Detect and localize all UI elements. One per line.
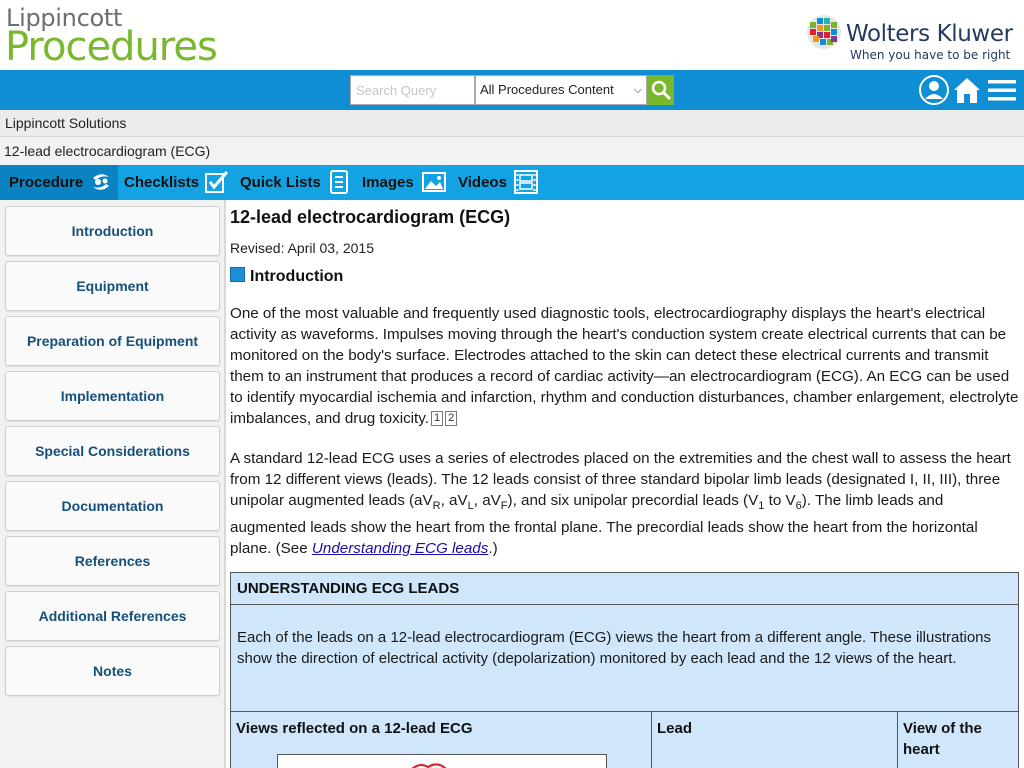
sidebar-item-implementation[interactable]: Implementation [5, 371, 220, 421]
menu-icon[interactable] [986, 74, 1018, 106]
wolters-kluwer-name: Wolters Kluwer [846, 21, 1013, 47]
app-header [0, 0, 1024, 70]
para2-text-b: , aV [440, 492, 468, 509]
sidebar-item-special-considerations[interactable]: Special Considerations [5, 426, 220, 476]
understanding-ecg-leads-table [230, 572, 1019, 768]
subscript-6: 6 [795, 500, 802, 513]
ecg-col-views [231, 712, 652, 768]
section-heading-text: Introduction [250, 268, 344, 285]
sidebar-item-additional-references[interactable]: Additional References [5, 591, 220, 641]
procedure-content [230, 200, 1020, 768]
tab-procedure-label: Procedure [9, 174, 84, 191]
procedure-icon [88, 169, 114, 195]
para2-text-c: , aV [473, 492, 501, 509]
content-tabs [0, 165, 1024, 200]
subscript-l: L [467, 500, 474, 513]
heart-illustration-icon [278, 755, 608, 768]
ecg-col-lead-label: Lead [657, 720, 693, 737]
search-scope-value: All Procedures Content [480, 82, 614, 97]
search-scope-select[interactable] [475, 75, 647, 105]
section-sidebar [0, 200, 226, 768]
tab-quick-lists-label: Quick Lists [240, 174, 321, 191]
tab-images-label: Images [362, 174, 414, 191]
para2-text-e: to V [764, 492, 796, 509]
tab-images[interactable] [362, 165, 414, 200]
ecg-views-illustration [277, 754, 607, 768]
sidebar-item-introduction[interactable]: Introduction [5, 206, 220, 256]
ecg-table-description: Each of the leads on a 12-lead electrocardiogram (ECG) views the heart from a different angle. These illustrations show the direction of electrical activity (depolarization) monitored by each lead and the 12 views of the heart. [237, 629, 992, 667]
wolters-kluwer-mark-icon [806, 14, 842, 50]
ecg-table-title: UNDERSTANDING ECG LEADS [231, 573, 1018, 605]
ecg-col-lead [652, 712, 898, 768]
reference-link-1[interactable]: 1 [431, 411, 443, 426]
search-toolbar [0, 70, 1024, 110]
tab-checklists-label: Checklists [124, 174, 200, 191]
section-square-icon [230, 267, 245, 282]
intro-paragraph-1 [230, 303, 1020, 429]
para2-text-f: ). The limb leads and augmented leads show the heart from the frontal plane. The precordial leads show the heart from the horizontal plane. (See [230, 492, 978, 558]
wolters-kluwer-logo[interactable] [806, 12, 1018, 64]
subscript-1: 1 [758, 500, 765, 513]
home-icon[interactable] [951, 74, 983, 106]
subscript-r: R [432, 500, 441, 513]
breadcrumb-solutions[interactable]: Lippincott Solutions [0, 110, 1024, 137]
images-icon[interactable] [421, 169, 447, 195]
tab-videos[interactable] [458, 165, 507, 200]
sidebar-item-equipment[interactable]: Equipment [5, 261, 220, 311]
para2-text-g: .) [488, 540, 498, 558]
para2-text-d: ), and six unipolar precordial leads (V [507, 492, 759, 509]
intro-paragraph-2 [230, 448, 1020, 559]
checklist-icon[interactable] [203, 169, 229, 195]
film-icon[interactable] [513, 169, 539, 195]
ecg-col-view-of-heart [898, 712, 1018, 768]
tab-videos-label: Videos [458, 174, 507, 191]
sidebar-item-documentation[interactable]: Documentation [5, 481, 220, 531]
chevron-down-icon: ⌵ [633, 84, 642, 96]
revised-date: Revised: April 03, 2015 [230, 240, 374, 256]
quicklist-icon[interactable] [326, 169, 352, 195]
reference-link-2[interactable]: 2 [445, 411, 457, 426]
user-icon[interactable] [918, 74, 950, 106]
ecg-table-header-row [231, 711, 1018, 768]
intro-paragraph-1-text: One of the most valuable and frequently used diagnostic tools, electrocardiography displays the heart's electrical activity as waveforms. Impulses moving through the heart's conduction system create electrical currents that can be monitored on the body's surface. Electrodes attached to the skin can detect these electrical currents and transmit them to an instrument that produces a record of cardiac activity—an electrocardiogram (ECG). An ECG can be used to identify myocardial ischemia and infarction, rhythm and conduction disturbances, chamber enlargement, electrolyte imbalances, and drug toxicity. [230, 305, 1019, 427]
ecg-col-view-label: View of the heart [903, 720, 982, 758]
understanding-ecg-leads-link[interactable]: Understanding ECG leads [311, 540, 489, 558]
breadcrumb-procedure: 12-lead electrocardiogram (ECG) [0, 137, 1024, 165]
page-title: 12-lead electrocardiogram (ECG) [230, 207, 511, 227]
search-button[interactable] [647, 75, 674, 105]
sidebar-item-references[interactable]: References [5, 536, 220, 586]
ecg-col-views-label: Views reflected on a 12-lead ECG [236, 720, 473, 737]
brand-lippincott: Lippincott [6, 4, 123, 32]
tab-quick-lists[interactable] [240, 165, 321, 200]
sidebar-item-notes[interactable]: Notes [5, 646, 220, 696]
search-input[interactable] [350, 75, 475, 105]
section-heading [230, 267, 343, 286]
search-icon [647, 75, 674, 105]
tab-checklists[interactable] [124, 165, 199, 200]
subscript-f: F [500, 500, 508, 513]
para2-text-a: A standard 12-lead ECG uses a series of electrodes placed on the extremities and the chest wall to assess the heart from 12 different views (leads). The 12 leads consist of three standard bipolar limb leads (designated I, II, III), three unipolar augmented leads (aV [230, 450, 1011, 509]
brand-procedures[interactable]: Procedures [5, 24, 217, 70]
sidebar-item-preparation[interactable]: Preparation of Equipment [5, 316, 220, 366]
tab-procedure[interactable] [0, 165, 118, 200]
wolters-kluwer-tagline: When you have to be right [850, 48, 1011, 62]
